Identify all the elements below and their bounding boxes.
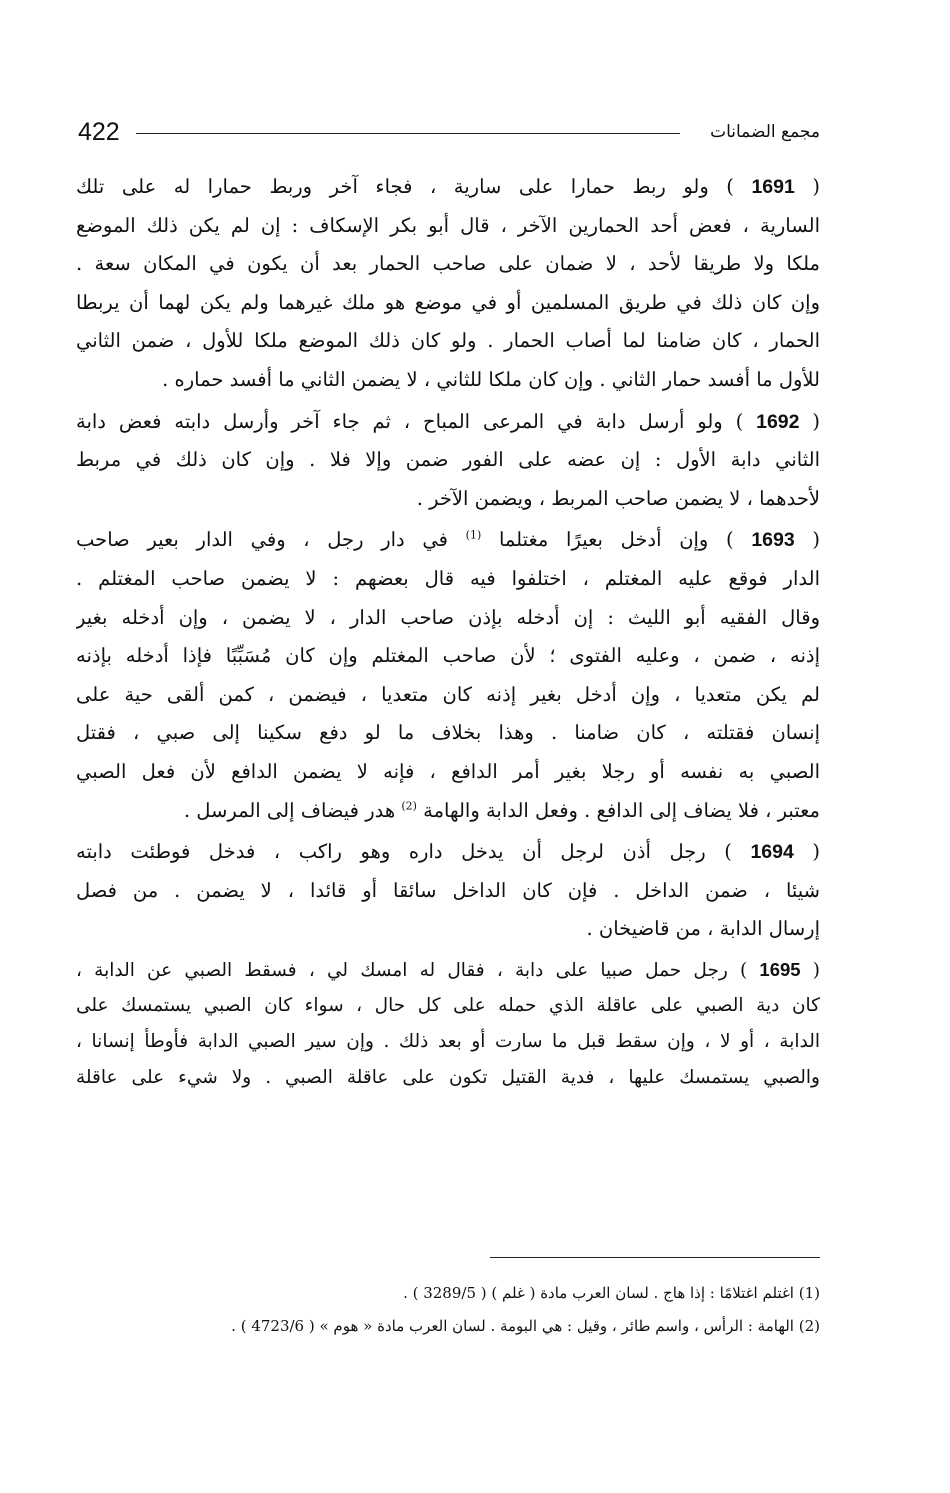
footnote-ref[interactable]: (2) [401, 799, 417, 812]
paragraph-number: 1692 [756, 410, 800, 433]
text-line: الصبي به نفسه أو رجلا بغير أمر الدافع ، فإنه لا يضمن الدافع لأن فعل الصبي [76, 759, 820, 783]
text-line: الحمار ، كان ضامنا لما أصاب الحمار . ولو كان ذلك الموضع ملكا للأول ، ضمن الثاني [76, 329, 820, 353]
line-text: رجل حمل صبيا على دابة ، فقال له امسك لي ، فسقط الصبي عن الدابة ، [76, 959, 728, 981]
line-text: وإن أدخل بعيرًا مغتلما [498, 528, 709, 552]
line-text: ولو أرسل دابة في المرعى المباح ، ثم جاء آخر وأرسل دابته فعض دابة [76, 409, 723, 433]
text-line: الدار فوقع عليه المغتلم ، اختلفوا فيه قال بعضهم : لا يضمن صاحب المغتلم . [76, 566, 820, 590]
line-text: معتبر ، فلا يضاف إلى الدافع . وفعل الدابة والهامة [423, 798, 820, 822]
text-line: ملكا ولا طريقا لأحد ، لا ضمان على صاحب الحمار بعد أن يكون في المكان سعة . [76, 252, 820, 276]
paragraph-1694 [76, 833, 820, 949]
line-text: ولو ربط حمارا على سارية ، فجاء آخر وربط حمارا له على تلك [76, 175, 709, 198]
paragraph-1692 [76, 403, 820, 519]
text-line [76, 792, 820, 831]
paragraph-number: 1695 [759, 958, 801, 980]
running-title: مجمع الضمانات [710, 122, 820, 142]
footnote-ref[interactable]: (1) [465, 528, 482, 542]
line-text: هدر فيضاف إلى المرسل . [183, 798, 396, 822]
line-text: في دار رجل ، وفي الدار بعير صاحب [76, 528, 448, 552]
text-line: ( 1691 ) ولو ربط حمارا على سارية ، فجاء آخر وربط حمارا له على تلك [76, 175, 820, 198]
text-line: إرسال الدابة ، من قاضيخان . [586, 917, 820, 941]
text-line: ( 1694 ) رجل أذن لرجل أن يدخل داره وهو راكب ، فدخل فوطئت دابته [76, 840, 820, 864]
paragraph-number: 1694 [750, 841, 794, 864]
text-line: السارية ، فعض أحد الحمارين الآخر ، قال أبو بكر الإسكاف : إن لم يكن ذلك الموضع [76, 213, 820, 237]
footnote-2: (2) الهامة : الرأس ، واسم طائر ، وقيل : هي البومة . لسان العرب مادة « هوم » ( 4723/6 ) . [231, 1317, 820, 1335]
text-line: شيئا ، ضمن الداخل . فإن كان الداخل سائقا أو قائدا ، لا يضمن . من فصل [76, 878, 820, 902]
text-line: إذنه ، ضمن ، وعليه الفتوى ؛ لأن صاحب المغتلم وإن كان مُسَبِّبًا فإذا أدخله بإذنه [76, 644, 820, 668]
page-number: 422 [78, 118, 120, 146]
text-line: ( 1693 ) وإن أدخل بعيرًا مغتلما $^{(1)}$ في دار رجل ، وفي الدار بعير صاحب [76, 528, 820, 552]
page-header [78, 116, 820, 148]
header-rule [136, 133, 680, 134]
footnotes [76, 1277, 820, 1343]
footnote-1: (1) اغتلم اغتلامًا : إذا هاج . لسان العرب مادة ( غلم ) ( 3289/5 ) . [403, 1284, 820, 1302]
text-line: الدابة ، أو لا ، وإن سقط قبل ما سارت أو بعد ذلك . وإن سير الصبي الدابة فأوطأ إنسانا ، [76, 1030, 820, 1052]
line-text: رجل أذن لرجل أن يدخل داره وهو راكب ، فدخل فوطئت دابته [76, 840, 706, 864]
paragraph-1693 [76, 521, 820, 830]
paragraph-1695 [76, 952, 820, 1096]
text-line: إنسان فقتلته ، كان ضامنا . وهذا بخلاف ما لو دفع سكينا إلى صبي ، فقتل [76, 721, 820, 745]
text-line: لم يكن متعديا ، وإن أدخل بغير إذنه كان متعديا ، فيضمن ، كمن ألقى حية على [76, 682, 820, 706]
text-line: لأحدهما ، لا يضمن صاحب المربط ، ويضمن الآخر . [416, 486, 820, 510]
body-text [76, 168, 820, 1099]
footnote-rule [490, 1257, 820, 1258]
paragraph-number: 1693 [751, 529, 795, 552]
text-line: الثاني دابة الأول : إن عضه على الفور ضمن وإلا فلا . وإن كان ذلك في مربط [76, 448, 820, 472]
text-line: للأول ما أفسد حمار الثاني . وإن كان ملكا للثاني ، لا يضمن الثاني ما أفسد حماره . [162, 367, 820, 391]
text-line: وقال الفقيه أبو الليث : إن أدخله بإذن صاحب الدار ، لا يضمن ، وإن أدخله بغير [76, 605, 820, 629]
text-line: ( 1692 ) ولو أرسل دابة في المرعى المباح ، ثم جاء آخر وأرسل دابته فعض دابة [76, 409, 820, 433]
text-line: ( 1695 ) رجل حمل صبيا على دابة ، فقال له امسك لي ، فسقط الصبي عن الدابة ، [76, 958, 820, 981]
text-line: وإن كان ذلك في طريق المسلمين أو في موضع هو ملك غيرهما ولم يكن لهما أن يربطا [76, 290, 820, 314]
text-line: كان دية الصبي على عاقلة الذي حمله على كل حال ، سواء كان الصبي يستمسك على [76, 994, 820, 1016]
paragraph-number: 1691 [751, 176, 795, 198]
paragraph-1691 [76, 168, 820, 400]
text-line: والصبي يستمسك عليها ، فدية القتيل تكون على عاقلة الصبي . ولا شيء على عاقلة [76, 1066, 820, 1088]
